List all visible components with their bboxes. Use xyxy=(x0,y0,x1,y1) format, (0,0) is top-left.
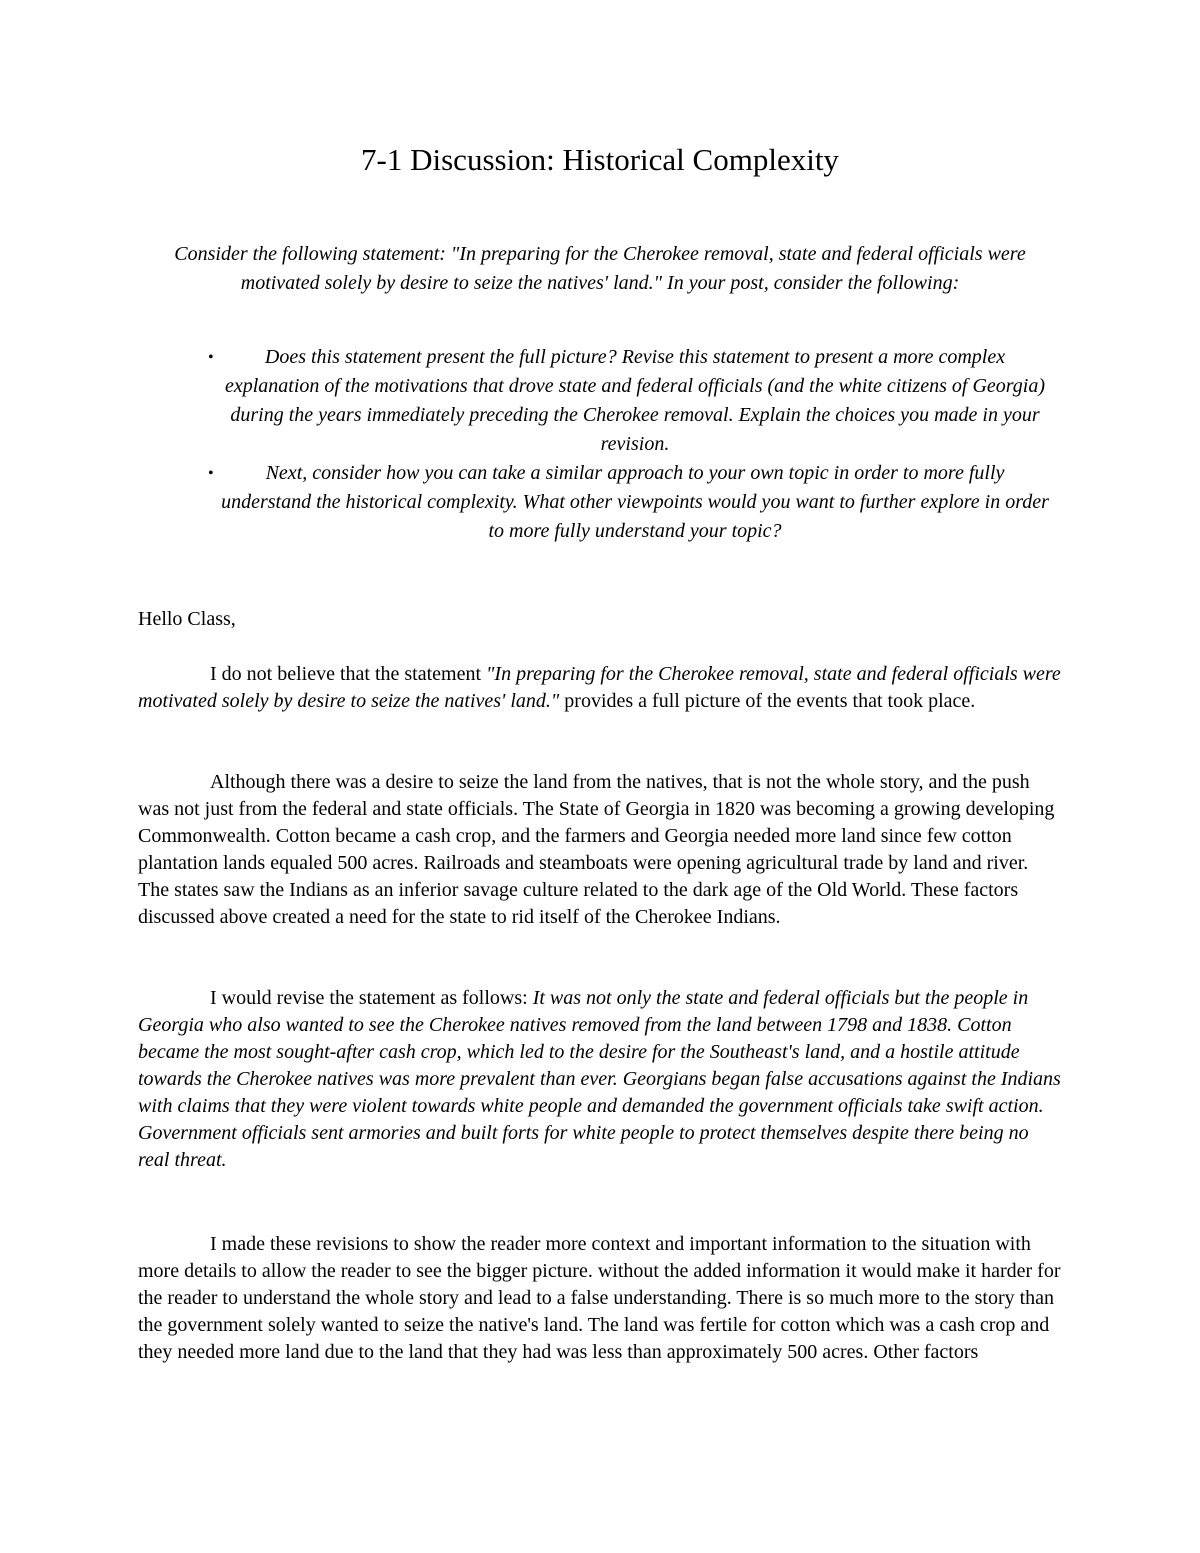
paragraph-1-rest: provides a full picture of the events that took place. xyxy=(559,690,976,712)
paragraph-1-intro: I do not believe that the statement xyxy=(210,663,487,685)
list-item xyxy=(200,343,1050,459)
bullet-text: Next, consider how you can take a similar approach to your own topic in order to more fully understand the historical complexity. What other viewpoints would you want to further explore in order to more fully understand your topic? xyxy=(221,462,1049,542)
paragraph-3-revision: It was not only the state and federal officials but the people in Georgia who also wanted to see the Cherokee natives removed from the land between 1798 and 1838. Cotton became the most sought-after cash crop, which led to the desire for the Southeast's land, and a hostile attitude towards the Cherokee natives was more prevalent than ever. Georgians began false accusations against the Indians with claims that they were violent towards white people and demanded the government officials take swift action. Government officials sent armories and built forts for white people to protect themselves despite there being no real threat. xyxy=(138,987,1061,1171)
bullet-icon: • xyxy=(208,465,214,482)
discussion-prompt: Consider the following statement: "In preparing for the Cherokee removal, state and federal officials were motivated solely by desire to seize the natives' land." In your post, consider the following: xyxy=(174,243,1026,294)
paragraph-4: I made these revisions to show the reader more context and important information to the situation with more details to allow the reader to see the bigger picture. without the added information it would make it harder for the reader to understand the whole story and lead to a false understanding. There is so much more to the story than the government solely wanted to seize the native's land. The land was fertile for cotton which was a cash crop and they needed more land due to the land that they had was less than approximately 500 acres. Other factors xyxy=(138,1233,1061,1363)
bullet-text: Does this statement present the full picture? Revise this statement to present a more complex explanation of the motivations that drove state and federal officials (and the white citizens of Georgia) during the years immediately preceding the Cherokee removal. Explain the choices you made in your revision. xyxy=(224,346,1046,455)
list-item xyxy=(200,459,1050,546)
paragraph-1 xyxy=(138,661,1063,715)
paragraph-3-intro: I would revise the statement as follows: xyxy=(210,987,533,1009)
paragraph-3 xyxy=(138,985,1063,1174)
greeting: Hello Class, xyxy=(138,608,236,630)
bullet-icon: • xyxy=(208,349,214,366)
prompt-bullet-list xyxy=(200,343,1050,546)
paragraph-1-quote: "In preparing for the Cherokee removal, state and federal officials were motivated solely by desire to seize the natives' land." xyxy=(138,663,1061,712)
paragraph-2: Although there was a desire to seize the land from the natives, that is not the whole story, and the push was not just from the federal and state officials. The State of Georgia in 1820 was becoming a growing developing Commonwealth. Cotton became a cash crop, and the farmers and Georgia needed more land since few cotton plantation lands equaled 500 acres. Railroads and steamboats were opening agricultural trade by land and river. The states saw the Indians as an inferior savage culture related to the dark age of the Old World. These factors discussed above created a need for the state to rid itself of the Cherokee Indians. xyxy=(138,771,1055,928)
page-title: 7-1 Discussion: Historical Complexity xyxy=(361,142,839,177)
